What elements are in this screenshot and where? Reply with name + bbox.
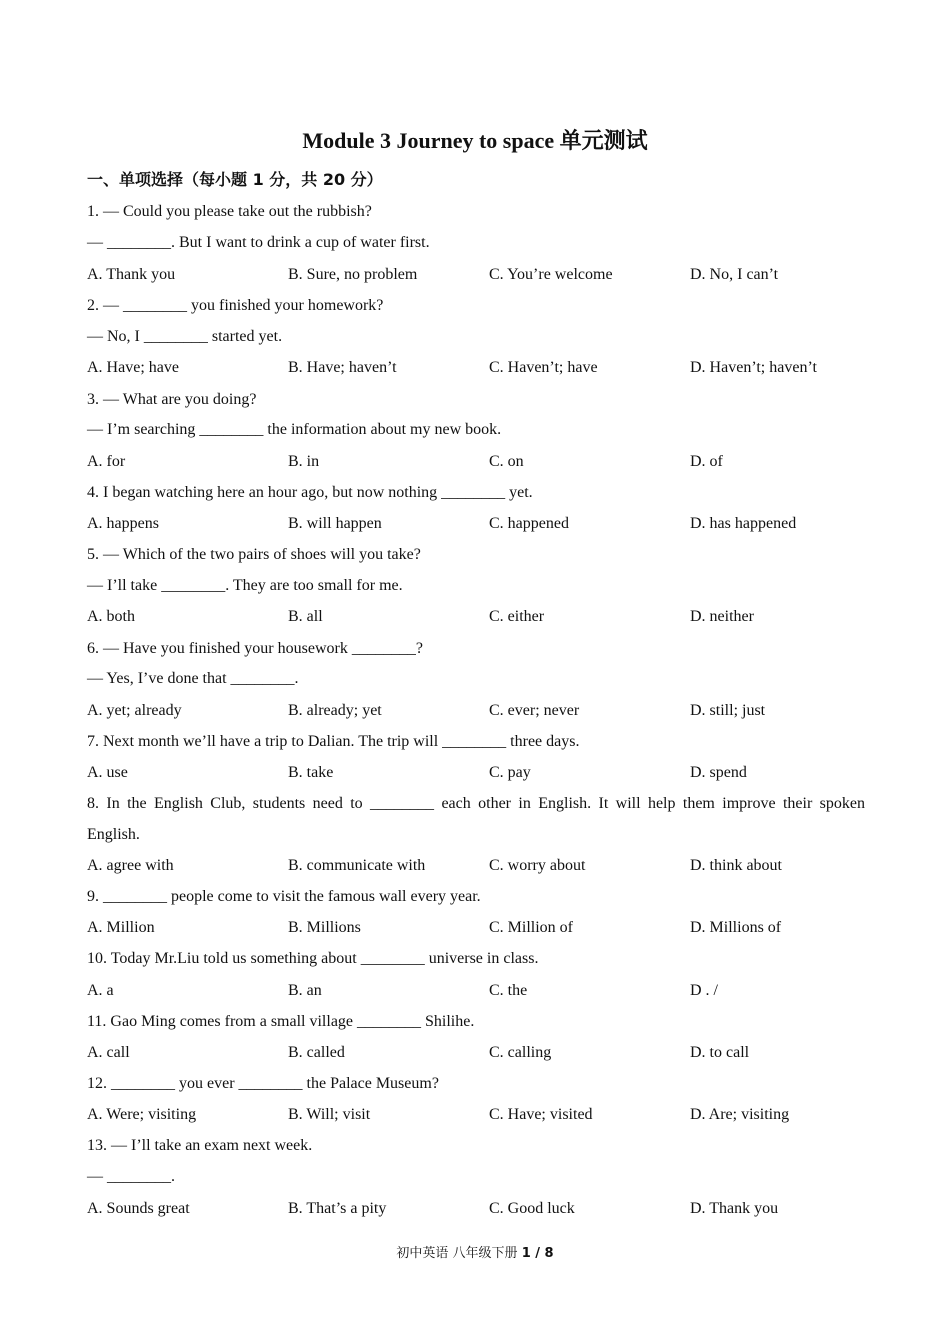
option-a: A. use bbox=[87, 764, 128, 781]
option-d: D. still; just bbox=[690, 702, 766, 719]
option-a: A. Thank you bbox=[87, 266, 176, 283]
question-6-options bbox=[87, 699, 887, 723]
option-b: B. Millions bbox=[288, 919, 361, 936]
option-a: A. agree with bbox=[87, 857, 174, 874]
option-b: B. Have; haven’t bbox=[288, 359, 397, 376]
question-13-reply: — ________. bbox=[87, 1168, 175, 1185]
question-7-options bbox=[87, 761, 887, 785]
question-5-options bbox=[87, 605, 887, 629]
question-13-stem: 13. — I’ll take an exam next week. bbox=[87, 1137, 313, 1154]
question-13-options bbox=[87, 1197, 887, 1221]
option-b: B. already; yet bbox=[288, 702, 382, 719]
option-d: D. Haven’t; haven’t bbox=[690, 359, 817, 376]
question-6-stem: 6. — Have you finished your housework ________? bbox=[87, 640, 423, 657]
option-a: A. Have; have bbox=[87, 359, 179, 376]
option-a: A. call bbox=[87, 1044, 130, 1061]
page-footer bbox=[0, 1244, 950, 1264]
question-8-options bbox=[87, 854, 887, 878]
option-a: A. happens bbox=[87, 515, 159, 532]
section-heading: 一、单项选择（每小题 1 分，共 20 分） bbox=[87, 170, 383, 189]
option-c: C. on bbox=[489, 453, 524, 470]
option-c: C. Haven’t; have bbox=[489, 359, 598, 376]
question-9-stem: 9. ________ people come to visit the famous wall every year. bbox=[87, 888, 481, 905]
option-b: B. Sure, no problem bbox=[288, 266, 418, 283]
option-c: C. worry about bbox=[489, 857, 586, 874]
question-8-stem-continued: English. bbox=[87, 826, 140, 843]
option-b: B. called bbox=[288, 1044, 345, 1061]
question-1-stem: 1. — Could you please take out the rubbish? bbox=[87, 203, 372, 220]
option-b: B. will happen bbox=[288, 515, 382, 532]
footer-label: 初中英语 八年级下册 bbox=[396, 1246, 518, 1261]
option-b: B. an bbox=[288, 982, 322, 999]
question-9-options bbox=[87, 916, 887, 940]
question-11-stem: 11. Gao Ming comes from a small village ________ Shilihe. bbox=[87, 1013, 475, 1030]
option-c: C. Good luck bbox=[489, 1200, 575, 1217]
question-11-options bbox=[87, 1041, 887, 1065]
option-b: B. take bbox=[288, 764, 334, 781]
option-b: B. That’s a pity bbox=[288, 1200, 387, 1217]
question-5-stem: 5. — Which of the two pairs of shoes will you take? bbox=[87, 546, 421, 563]
option-d: D. to call bbox=[690, 1044, 750, 1061]
option-d: D. Thank you bbox=[690, 1200, 779, 1217]
option-d: D. has happened bbox=[690, 515, 797, 532]
option-c: C. either bbox=[489, 608, 545, 625]
option-a: A. Million bbox=[87, 919, 155, 936]
option-d: D. of bbox=[690, 453, 723, 470]
option-c: C. happened bbox=[489, 515, 569, 532]
question-8-stem: 8. In the English Club, students need to ________ each other in English. It will help them improve their spoken bbox=[87, 795, 865, 812]
option-d: D. Are; visiting bbox=[690, 1106, 790, 1123]
question-5-reply: — I’ll take ________. They are too small for me. bbox=[87, 577, 403, 594]
question-6-reply: — Yes, I’ve done that ________. bbox=[87, 670, 299, 687]
question-2-reply: — No, I ________ started yet. bbox=[87, 328, 283, 345]
question-2-stem: 2. — ________ you finished your homework? bbox=[87, 297, 384, 314]
question-1-reply: — ________. But I want to drink a cup of water first. bbox=[87, 234, 430, 251]
option-a: A. yet; already bbox=[87, 702, 182, 719]
option-a: A. Sounds great bbox=[87, 1200, 190, 1217]
question-2-options bbox=[87, 356, 887, 380]
option-b: B. Will; visit bbox=[288, 1106, 371, 1123]
option-c: C. You’re welcome bbox=[489, 266, 613, 283]
option-c: C. calling bbox=[489, 1044, 552, 1061]
option-d: D. No, I can’t bbox=[690, 266, 779, 283]
question-10-stem: 10. Today Mr.Liu told us something about ________ universe in class. bbox=[87, 950, 539, 967]
option-c: C. Have; visited bbox=[489, 1106, 593, 1123]
question-7-stem: 7. Next month we’ll have a trip to Dalian. The trip will ________ three days. bbox=[87, 733, 580, 750]
question-4-options bbox=[87, 512, 887, 536]
option-a: A. a bbox=[87, 982, 114, 999]
option-b: B. in bbox=[288, 453, 320, 470]
option-d: D . / bbox=[690, 982, 718, 999]
page-title: Module 3 Journey to space 单元测试 bbox=[302, 128, 648, 153]
option-c: C. pay bbox=[489, 764, 531, 781]
question-12-stem: 12. ________ you ever ________ the Palace Museum? bbox=[87, 1075, 439, 1092]
option-d: D. spend bbox=[690, 764, 747, 781]
option-d: D. neither bbox=[690, 608, 754, 625]
option-a: A. for bbox=[87, 453, 126, 470]
option-b: B. all bbox=[288, 608, 323, 625]
option-d: D. Millions of bbox=[690, 919, 782, 936]
option-b: B. communicate with bbox=[288, 857, 426, 874]
option-c: C. the bbox=[489, 982, 528, 999]
page-number: 1 / 8 bbox=[521, 1246, 554, 1261]
question-1-options bbox=[87, 263, 887, 287]
question-4-stem: 4. I began watching here an hour ago, but now nothing ________ yet. bbox=[87, 484, 533, 501]
question-10-options bbox=[87, 979, 887, 1003]
option-a: A. Were; visiting bbox=[87, 1106, 197, 1123]
option-a: A. both bbox=[87, 608, 135, 625]
question-12-options bbox=[87, 1103, 887, 1127]
option-c: C. ever; never bbox=[489, 702, 580, 719]
question-3-stem: 3. — What are you doing? bbox=[87, 391, 257, 408]
option-c: C. Million of bbox=[489, 919, 574, 936]
question-3-reply: — I’m searching ________ the information about my new book. bbox=[87, 421, 502, 438]
question-3-options bbox=[87, 450, 887, 474]
option-d: D. think about bbox=[690, 857, 782, 874]
